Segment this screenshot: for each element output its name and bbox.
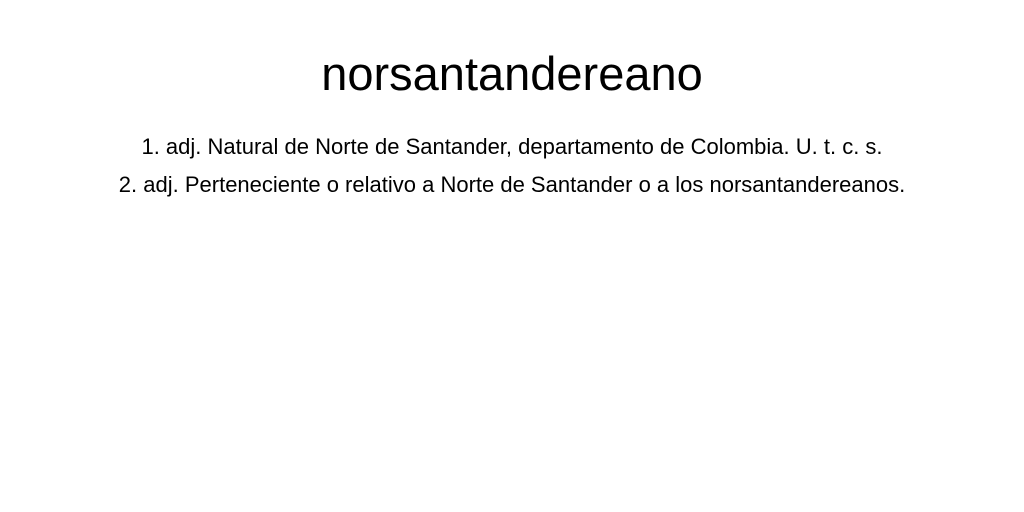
headword-title: norsantandereano xyxy=(321,47,703,100)
definitions-list xyxy=(0,128,1024,204)
definition-1: 1. adj. Natural de Norte de Santander, departamento de Colombia. U. t. c. s. xyxy=(141,134,883,159)
definition-2: 2. adj. Perteneciente o relativo a Norte de Santander o a los norsantandereanos. xyxy=(118,172,906,197)
